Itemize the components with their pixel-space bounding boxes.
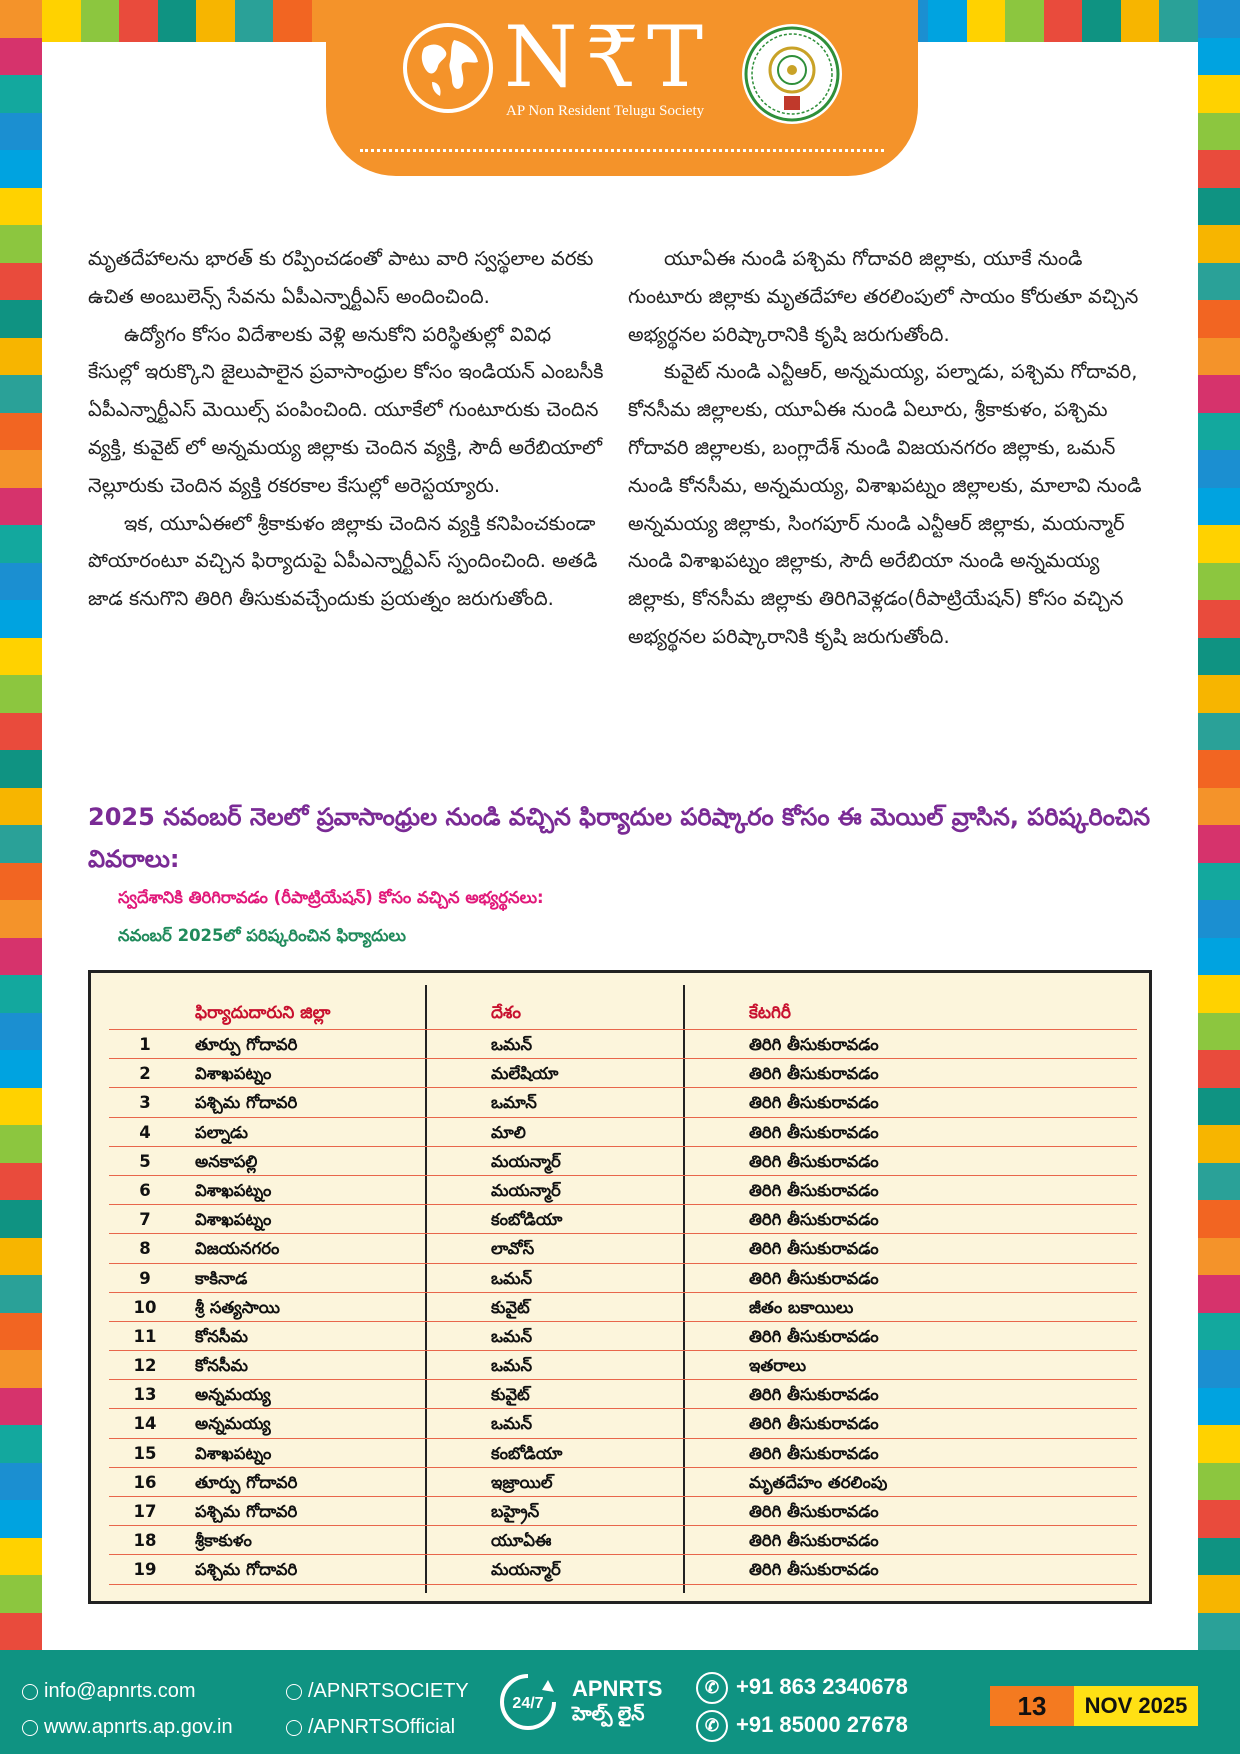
footer-email[interactable]: info@apnrts.com bbox=[22, 1680, 195, 1703]
row-country: కంబోడియా bbox=[491, 1210, 563, 1230]
row-number: 16 bbox=[133, 1472, 157, 1492]
row-country: ఒమన్ bbox=[491, 1035, 533, 1054]
table-row bbox=[109, 1118, 1137, 1147]
row-district: విజయనగరం bbox=[195, 1239, 280, 1259]
row-number: 3 bbox=[139, 1093, 151, 1113]
table-row bbox=[109, 1205, 1137, 1234]
footer-facebook[interactable]: /APNRTSOCIETY bbox=[286, 1680, 469, 1703]
table-row bbox=[109, 1322, 1137, 1351]
table-rows bbox=[109, 1029, 1137, 1585]
row-district: విశాఖపట్నం bbox=[195, 1180, 272, 1200]
row-category: తిరిగి తీసుకురావడం bbox=[749, 1210, 879, 1230]
brand-subtitle: AP Non Resident Telugu Society bbox=[506, 103, 705, 119]
row-country: కంబోడియా bbox=[491, 1443, 563, 1463]
row-number: 7 bbox=[139, 1210, 151, 1230]
row-country: యూఏఈ bbox=[491, 1531, 552, 1551]
section-heading: 2025 నవంబర్ నెలలో ప్రవాసాంధ్రుల నుండి వచ్చిన ఫిర్యాదుల పరిష్కారం కోసం ఈ మెయిల్ వ్రాసిన, పరిష్కరించిన వివరాలు: bbox=[88, 803, 1151, 873]
facebook-icon bbox=[286, 1684, 302, 1700]
helpline-24-7-icon bbox=[496, 1670, 560, 1734]
row-category: తిరిగి తీసుకురావడం bbox=[749, 1093, 879, 1113]
table-row bbox=[109, 1409, 1137, 1438]
issue-date: NOV 2025 bbox=[1074, 1686, 1198, 1726]
globe-icon bbox=[22, 1720, 38, 1736]
globe-icon bbox=[402, 22, 494, 114]
row-number: 18 bbox=[133, 1531, 157, 1551]
row-category: తిరిగి తీసుకురావడం bbox=[749, 1268, 879, 1288]
table-row bbox=[109, 1439, 1137, 1468]
row-category: తిరిగి తీసుకురావడం bbox=[749, 1385, 879, 1405]
right-paragraph-2: కువైట్ నుండి ఎన్టీఆర్, అన్నమయ్య, పల్నాడు, పశ్చిమ గోదావరి, కోనసీమ జిల్లాలకు, యూఏఈ నుండి ఏలూరు, శ్రీకాకుళం, పశ్చిమ గోదావరి జిల్లాలకు, బంగ్లాదేశ్ నుండి విజయనగరం జిల్లాకు, ఒమన్ నుండి కోనసీమ, అన్నమయ్య, విశాఖపట్నం జిల్లాలకు, మాలావి నుండి అన్నమయ్య జిల్లాకు, సింగపూర్ నుండి ఎన్టీఆర్ జిల్లాకు, మయన్మార్ నుండి విశాఖపట్నం జిల్లాకు, సౌదీ అరేబియా నుండి అన్నమయ్య జిల్లాకు, కోనసీమ జిల్లాకు తిరిగివెళ్లడం(రీపాట్రియేషన్) కోసం వచ్చిన అభ్యర్థనల పరిష్కారానికి కృషి జరుగుతోంది. bbox=[628, 360, 1142, 648]
row-district: తూర్పు గోదావరి bbox=[195, 1472, 298, 1492]
row-category: తిరిగి తీసుకురావడం bbox=[749, 1035, 879, 1054]
row-district: అనకాపల్లి bbox=[195, 1151, 258, 1171]
row-number: 5 bbox=[139, 1151, 151, 1171]
row-category: తిరిగి తీసుకురావడం bbox=[749, 1239, 879, 1259]
table-row bbox=[109, 1351, 1137, 1380]
row-district: విశాఖపట్నం bbox=[195, 1210, 272, 1230]
right-paragraph-1: యూఏఈ నుండి పశ్చిమ గోదావరి జిల్లాకు, యూకే నుండి గుంటూరు జిల్లాకు మృతదేహాల తరలింపులో సాయం కోరుతూ వచ్చిన అభ్యర్థనల పరిష్కారానికి కృషి జరుగుతోంది. bbox=[628, 247, 1139, 346]
row-category: తిరిగి తీసుకురావడం bbox=[749, 1064, 879, 1084]
left-paragraph-3: ఇక, యూఏఈలో శ్రీకాకుళం జిల్లాకు చెందిన వ్యక్తి కనిపించకుండా పోయారంటూ వచ్చిన ఫిర్యాదుపై ఏపీఎన్నార్టీఎస్ స్పందించింది. అతడి జాడ కనుగొని తిరిగి తీసుకువచ్చేందుకు ప్రయత్నం జరుగుతోంది. bbox=[88, 511, 598, 611]
row-district: తూర్పు గోదావరి bbox=[195, 1035, 298, 1054]
row-number: 6 bbox=[139, 1180, 151, 1200]
left-paragraph-1: మృతదేహాలను భారత్ కు రప్పించడంతో పాటు వారి స్వస్థలాల వరకు ఉచిత అంబులెన్స్ సేవను ఏపీఎన్నార్టీఎస్ అందించింది. bbox=[88, 247, 594, 308]
row-category: తిరిగి తీసుకురావడం bbox=[749, 1502, 879, 1521]
row-category: ఇతరాలు bbox=[749, 1356, 807, 1376]
helpline-label: APNRTS హెల్ప్ లైన్ bbox=[572, 1676, 663, 1725]
header-district: ఫిర్యాదుదారుని జిల్లా bbox=[195, 1003, 331, 1023]
brand-logo-text: N₹T bbox=[504, 8, 711, 106]
row-country: మయన్మార్ bbox=[491, 1560, 561, 1580]
row-country: మయన్మార్ bbox=[491, 1151, 561, 1171]
page-number: 13 bbox=[990, 1686, 1074, 1726]
row-country: ఒమన్ bbox=[491, 1268, 533, 1288]
x-icon bbox=[286, 1720, 302, 1736]
table-row bbox=[109, 1526, 1137, 1555]
row-category: తిరిగి తీసుకురావడం bbox=[749, 1180, 879, 1200]
left-color-strip bbox=[0, 0, 42, 1650]
row-number: 19 bbox=[133, 1560, 157, 1580]
right-color-strip bbox=[1198, 0, 1240, 1650]
row-district: అన్నమయ్య bbox=[195, 1385, 271, 1405]
row-district: పశ్చిమ గోదావరి bbox=[195, 1560, 298, 1580]
table-row bbox=[109, 1264, 1137, 1293]
row-country: లావోస్ bbox=[491, 1239, 535, 1259]
ap-government-seal-icon bbox=[740, 22, 844, 126]
row-district: విశాఖపట్నం bbox=[195, 1443, 272, 1463]
row-district: కోనసీమ bbox=[195, 1356, 248, 1376]
row-category: తిరిగి తీసుకురావడం bbox=[749, 1443, 879, 1463]
row-category: తిరిగి తీసుకురావడం bbox=[749, 1326, 879, 1346]
row-country: మాలి bbox=[491, 1122, 526, 1142]
table-row bbox=[109, 1030, 1137, 1059]
right-column bbox=[628, 240, 1148, 656]
header-category: కేటగిరీ bbox=[749, 1003, 791, 1023]
phone-1[interactable]: ✆ +91 863 2340678 bbox=[696, 1672, 908, 1704]
table-row bbox=[109, 1555, 1137, 1584]
row-number: 2 bbox=[139, 1064, 151, 1084]
row-country: కువైట్ bbox=[491, 1297, 530, 1317]
row-number: 4 bbox=[139, 1122, 151, 1142]
svg-text:24/7: 24/7 bbox=[512, 1695, 544, 1712]
row-district: పశ్చిమ గోదావరి bbox=[195, 1502, 298, 1521]
row-district: కోనసీమ bbox=[195, 1326, 248, 1346]
table-row bbox=[109, 1088, 1137, 1117]
table-row bbox=[109, 1147, 1137, 1176]
row-country: ఒమన్ bbox=[491, 1356, 533, 1376]
complaints-table bbox=[88, 970, 1152, 1604]
row-district: పశ్చిమ గోదావరి bbox=[195, 1093, 298, 1113]
row-district: శ్రీకాకుళం bbox=[195, 1531, 252, 1551]
row-number: 9 bbox=[139, 1268, 151, 1288]
table-row bbox=[109, 1176, 1137, 1205]
table-row bbox=[109, 1468, 1137, 1497]
row-country: ఒమాన్ bbox=[491, 1093, 537, 1113]
row-category: తిరిగి తీసుకురావడం bbox=[749, 1122, 879, 1142]
row-district: పల్నాడు bbox=[195, 1122, 248, 1142]
row-category: తిరిగి తీసుకురావడం bbox=[749, 1151, 879, 1171]
row-number: 14 bbox=[133, 1414, 157, 1434]
phone-icon: ✆ bbox=[696, 1672, 728, 1704]
row-number: 8 bbox=[139, 1239, 151, 1259]
row-country: బహ్రైన్ bbox=[491, 1502, 540, 1521]
row-number: 11 bbox=[133, 1326, 157, 1346]
phone-2[interactable]: ✆ +91 85000 27678 bbox=[696, 1710, 908, 1742]
row-district: శ్రీ సత్యసాయి bbox=[195, 1297, 280, 1317]
row-country: మయన్మార్ bbox=[491, 1180, 561, 1200]
footer-x[interactable]: /APNRTSOfficial bbox=[286, 1716, 455, 1739]
table-row bbox=[109, 1059, 1137, 1088]
left-column bbox=[88, 240, 608, 618]
email-icon bbox=[22, 1684, 38, 1700]
row-district: అన్నమయ్య bbox=[195, 1414, 271, 1434]
row-number: 15 bbox=[133, 1443, 157, 1463]
row-category: మృతదేహం తరలింపు bbox=[749, 1472, 888, 1492]
row-country: ఒమన్ bbox=[491, 1326, 533, 1346]
footer-website[interactable]: www.apnrts.ap.gov.in bbox=[22, 1716, 233, 1739]
row-district: విశాఖపట్నం bbox=[195, 1064, 272, 1084]
row-category: తిరిగి తీసుకురావడం bbox=[749, 1414, 879, 1434]
table-row bbox=[109, 1497, 1137, 1526]
row-category: జీతం బకాయిలు bbox=[749, 1297, 854, 1317]
row-number: 13 bbox=[133, 1385, 157, 1405]
left-paragraph-2: ఉద్యోగం కోసం విదేశాలకు వెళ్లి అనుకోని పరిస్థితుల్లో వివిధ కేసుల్లో ఇరుక్కొని జైలుపాలైన ప్రవాసాంధ్రుల కోసం ఇండియన్ ఎంబసీకి ఏపీఎన్నార్టీఎస్ మెయిల్స్ పంపించింది. యూకేలో గుంటూరుకు చెందిన వ్యక్తి, కువైట్ లో అన్నమయ్య జిల్లాకు చెందిన వ్యక్తి, సౌదీ అరేబియాలో నెల్లూరుకు చెందిన వ్యక్తి రకరకాల కేసుల్లో అరెస్టయ్యారు. bbox=[88, 322, 604, 497]
row-district: కాకినాడ bbox=[195, 1268, 248, 1288]
table-row bbox=[109, 1293, 1137, 1322]
row-country: ఒమన్ bbox=[491, 1414, 533, 1434]
row-country: మలేషియా bbox=[491, 1064, 559, 1084]
header-country: దేశం bbox=[491, 1003, 521, 1023]
row-country: ఇజ్రాయిల్ bbox=[491, 1472, 553, 1492]
repatriation-subheading: స్వదేశానికి తిరిగిరావడం (రీపాట్రియేషన్) కోసం వచ్చిన అభ్యర్థనలు: bbox=[118, 888, 544, 907]
resolved-subheading: నవంబర్ 2025లో పరిష్కరించిన ఫిర్యాదులు bbox=[118, 926, 406, 945]
row-number: 17 bbox=[133, 1502, 157, 1521]
row-category: తిరిగి తీసుకురావడం bbox=[749, 1560, 879, 1580]
row-number: 10 bbox=[133, 1297, 157, 1317]
row-country: కువైట్ bbox=[491, 1385, 530, 1405]
whatsapp-icon: ✆ bbox=[696, 1710, 728, 1742]
row-number: 12 bbox=[133, 1356, 157, 1376]
row-category: తిరిగి తీసుకురావడం bbox=[749, 1531, 879, 1551]
table-row bbox=[109, 1380, 1137, 1409]
table-row bbox=[109, 1234, 1137, 1263]
row-number: 1 bbox=[139, 1035, 151, 1054]
